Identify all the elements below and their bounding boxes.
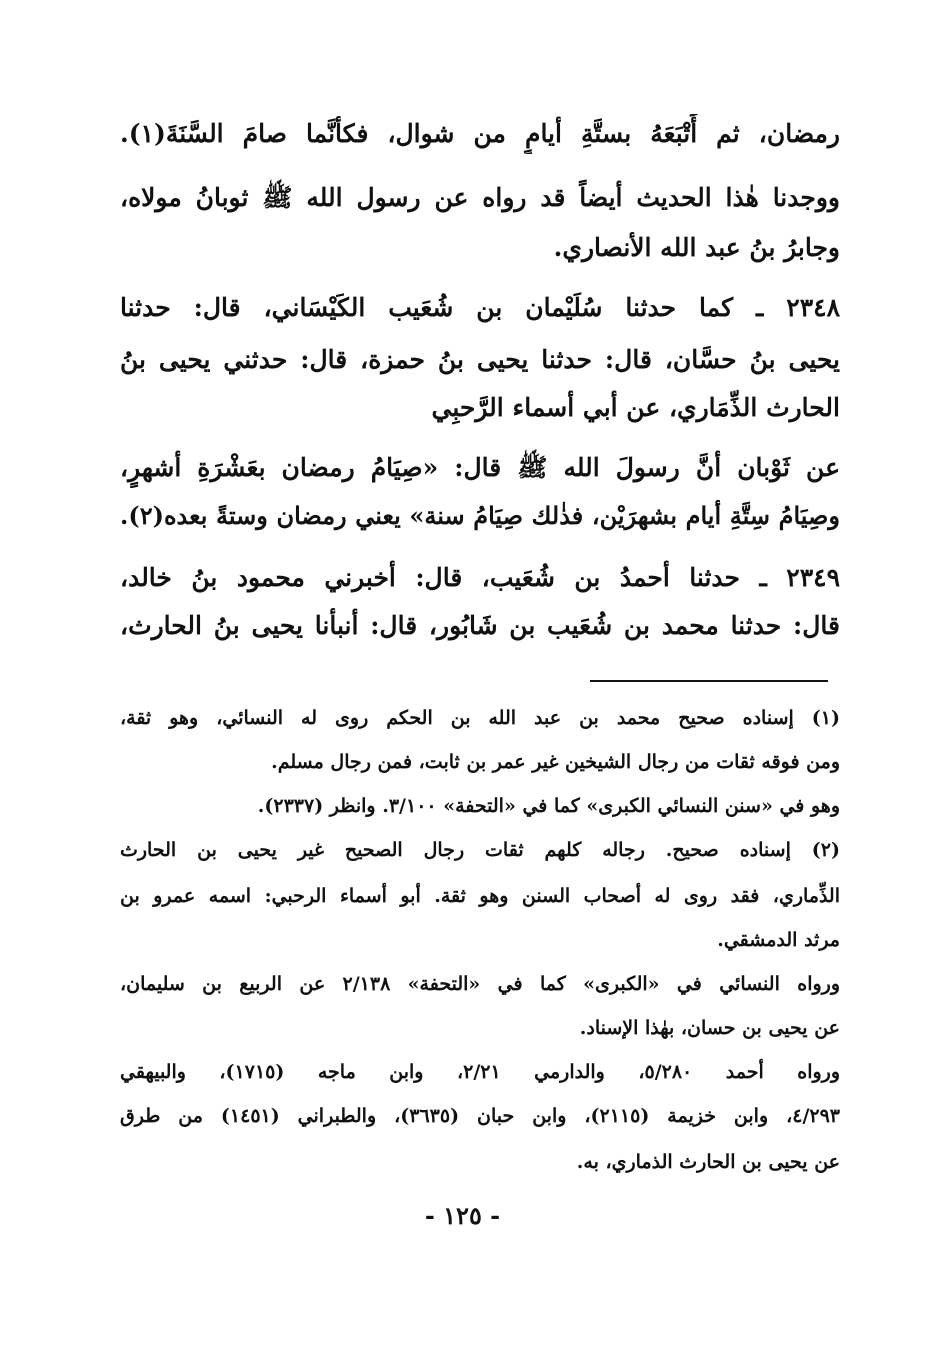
- main-text-line: رمضان، ثم أَتْبَعَهُ بستَّةِ أيامٍ من شوال، فكأنَّما صامَ السَّنَةَ(١).: [120, 119, 840, 148]
- footnote-line: (١) إسناده صحيح محمد بن عبد الله بن الحكم روى له النسائي، وهو ثقة،: [120, 707, 840, 729]
- main-text-line: وجابرُ بنُ عبد الله الأنصاري.: [553, 233, 840, 262]
- footnote-line: ورواه أحمد ٥/٢٨٠، والدارمي ٢/٢١، وابن ماجه (١٧١٥)، والبيهقي: [120, 1061, 840, 1083]
- main-text-line: ٢٣٤٩ ـ حدثنا أحمدُ بن شُعَيب، قال: أخبرني محمود بنُ خالد،: [120, 563, 840, 592]
- main-text-line: ٢٣٤٨ ـ كما حدثنا سُلَيْمان بن شُعَيب الكَيْسَاني، قال: حدثنا: [120, 293, 840, 322]
- main-text-line: يحيى بنُ حسَّان، قال: حدثنا يحيى بنُ حمزة، قال: حدثني يحيى بنُ: [120, 345, 840, 374]
- footnote-line: ومن فوقه ثقات من رجال الشيخين غير عمر بن ثابت، فمن رجال مسلم.: [271, 751, 840, 773]
- main-text-line: الحارث الذِّمَاري، عن أبي أسماء الرَّحبِي: [431, 393, 840, 422]
- main-text-line: عن ثَوْبان أنَّ رسولَ الله ﷺ قال: «صِيَامُ رمضان بعَشْرَةِ أشهرٍ،: [120, 453, 840, 482]
- footnote-line: عن يحيى بن حسان، بهٰذا الإسناد.: [579, 1017, 840, 1039]
- footnote-line: عن يحيى بن الحارث الذماري، به.: [576, 1151, 840, 1173]
- main-text-line: ووجدنا هٰذا الحديث أيضاً قد رواه عن رسول الله ﷺ ثوبانُ مولاه،: [120, 183, 840, 212]
- main-text-line: وصِيَامُ سِتَّةِ أيام بشهرَيْن، فذٰلك صِيَامُ سنة» يعني رمضان وستةً بعده(٢).: [120, 501, 840, 530]
- footnote-line: ٤/٢٩٣، وابن خزيمة (٢١١٥)، وابن حبان (٣٦٣٥)، والطبراني (١٤٥١) من طرق: [120, 1105, 840, 1127]
- footnote-line: مرثد الدمشقي.: [717, 929, 840, 951]
- footnote-line: الذِّماري، فقد روى له أصحاب السنن وهو ثقة. أبو أسماء الرحبي: اسمه عمرو بن: [120, 885, 840, 907]
- footnote-line: ورواه النسائي في «الكبرى» كما في «التحفة» ٢/١٣٨ عن الربيع بن سليمان،: [120, 973, 840, 995]
- footnote-separator: [590, 680, 828, 682]
- main-text-line: قال: حدثنا محمد بن شُعَيب بن شَابُور، قال: أنبأنا يحيى بنُ الحارث،: [120, 611, 840, 640]
- page-number: - ١٢٥ -: [424, 1201, 501, 1230]
- footnote-line: وهو في «سنن النسائي الكبرى» كما في «التحفة» ٣/١٠٠. وانظر (٢٣٣٧).: [257, 795, 840, 817]
- footnote-line: (٢) إسناده صحيح. رجاله كلهم ثقات رجال الصحيح غير يحيى بن الحارث: [120, 839, 840, 861]
